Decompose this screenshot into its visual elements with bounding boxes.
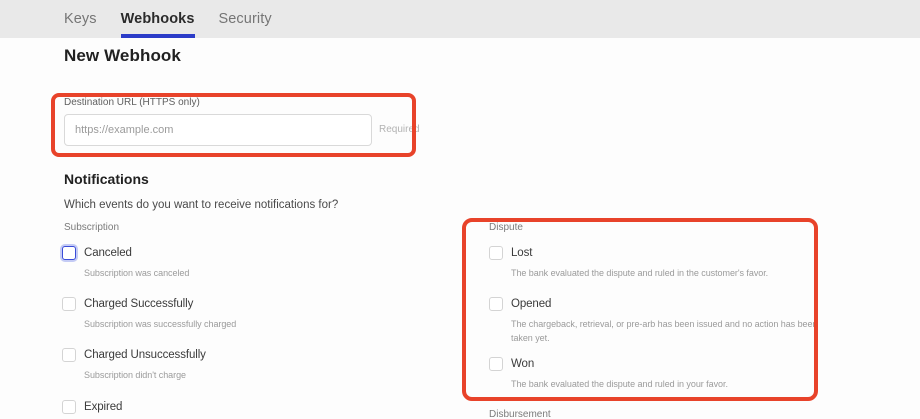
checkbox-row-canceled — [62, 246, 442, 286]
checkbox-row-charged-successfully — [62, 297, 442, 337]
canceled-description: Subscription was canceled — [84, 268, 190, 278]
won-checkbox[interactable] — [489, 357, 503, 371]
checkbox-row-expired — [62, 400, 442, 419]
tab-webhooks[interactable]: Webhooks — [121, 0, 195, 38]
canceled-checkbox[interactable] — [62, 246, 76, 260]
group-label-dispute: Dispute — [489, 222, 523, 233]
expired-checkbox[interactable] — [62, 400, 76, 414]
charged-successfully-label[interactable]: Charged Successfully — [84, 298, 194, 310]
destination-url-label: Destination URL (HTTPS only) — [64, 97, 200, 108]
opened-checkbox[interactable] — [489, 297, 503, 311]
tab-bar — [0, 0, 920, 38]
won-description: The bank evaluated the dispute and ruled in your favor. — [511, 379, 728, 389]
opened-label[interactable]: Opened — [511, 298, 552, 310]
opened-description: The chargeback, retrieval, or pre-arb has been issued and no action has been taken yet. — [511, 319, 818, 343]
tab-security[interactable]: Security — [218, 11, 272, 27]
charged-unsuccessfully-label[interactable]: Charged Unsuccessfully — [84, 349, 206, 361]
group-label-disbursement: Disbursement — [489, 409, 551, 419]
charged-successfully-description: Subscription was successfully charged — [84, 319, 237, 329]
checkbox-row-charged-unsuccessfully — [62, 348, 442, 388]
lost-label[interactable]: Lost — [511, 247, 533, 259]
won-label[interactable]: Won — [511, 358, 535, 370]
checkbox-row-opened — [489, 297, 818, 351]
lost-description: The bank evaluated the dispute and ruled in the customer's favor. — [511, 268, 769, 278]
notifications-question: Which events do you want to receive notifications for? — [64, 199, 339, 211]
checkbox-row-won — [489, 357, 809, 397]
destination-url-input[interactable] — [64, 114, 372, 146]
page-title: New Webhook — [64, 46, 181, 65]
expired-label[interactable]: Expired — [84, 401, 123, 413]
charged-successfully-checkbox[interactable] — [62, 297, 76, 311]
notifications-heading: Notifications — [64, 171, 149, 187]
canceled-label[interactable]: Canceled — [84, 247, 132, 259]
charged-unsuccessfully-checkbox[interactable] — [62, 348, 76, 362]
checkbox-row-lost — [489, 246, 809, 286]
lost-checkbox[interactable] — [489, 246, 503, 260]
required-hint: Required — [379, 124, 420, 135]
tab-keys[interactable]: Keys — [64, 11, 97, 27]
charged-unsuccessfully-description: Subscription didn't charge — [84, 370, 186, 380]
group-label-subscription: Subscription — [64, 222, 120, 233]
